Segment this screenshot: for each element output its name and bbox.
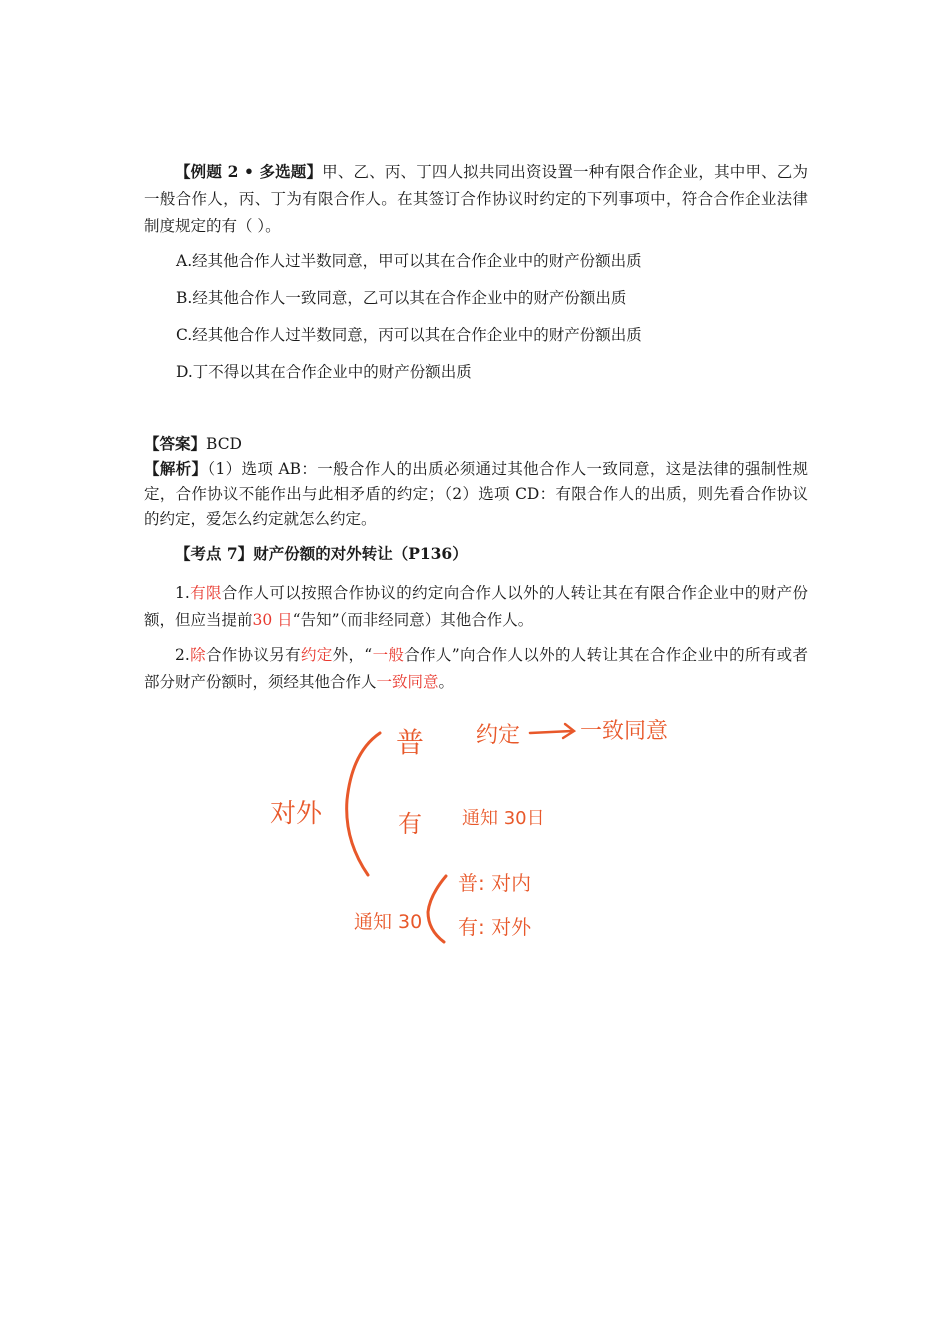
option-c: C.经其他合作人过半数同意，丙可以其在合作企业中的财产份额出质 (176, 326, 642, 344)
point-1-red-1: 有限 (189, 584, 222, 602)
point-2-red-1: 除 (189, 646, 206, 664)
point-2-text-1: 合作协议另有 (205, 646, 301, 664)
section-heading-text: 财产份额的对外转让（P136） (253, 544, 468, 563)
option-a: A.经其他合作人过半数同意，甲可以其在合作企业中的财产份额出质 (176, 252, 642, 270)
hw-branch-mid-rule: 通知 30日 (462, 808, 545, 829)
hw-branch-top-result: 一致同意 (580, 719, 669, 744)
large-brace-icon (347, 733, 380, 875)
question-text: 甲、乙、丙、丁四人拟共同出资设置一种有限合作企业，其中甲、乙为一般合作人，丙、丁为有限合作人。在其签订合作协议时约定的下列事项中，符合合作企业法律制度规定的有（ ）。 (144, 163, 808, 235)
hw-branch-top-rule: 约定 (476, 723, 521, 748)
point-1-text-1: 合作人可以按照合作协议的约定向合作人以外的人转让其在有限合作企业中的财产份额，但应当提前 (144, 584, 808, 629)
arrow-line-icon (530, 731, 572, 733)
point-1-text-2: “告知”（而非经同意）其他合作人。 (292, 611, 534, 629)
point-2-red-3: 一般 (372, 646, 405, 664)
hw-sub-bottom: 有: 对外 (458, 915, 532, 939)
point-2-red-2: 约定 (300, 646, 333, 664)
hw-branch-top: 普 (396, 726, 425, 759)
section-heading-bracket: 【考点 7】 (175, 544, 254, 563)
option-b: B.经其他合作人一致同意，乙可以其在合作企业中的财产份额出质 (176, 289, 627, 307)
point-1-red-2: 30 日 (252, 611, 293, 629)
hw-branch-low: 通知 30 (354, 911, 423, 933)
analysis-text: （1）选项 AB：一般合作人的出质必须通过其他合作人一致同意，这是法律的强制性规定，合作协议不能作出与此相矛盾的约定；（2）选项 CD：有限合作人的出质，则先看合作协议的约定，爱怎么约定就怎么约定。 (144, 460, 808, 528)
point-1-num: 1. (175, 584, 190, 602)
point-2-text-4: 。 (438, 673, 455, 691)
point-2-red-4: 一致同意 (376, 673, 439, 691)
hw-root: 对外 (270, 799, 323, 829)
option-d: D.丁不得以其在合作企业中的财产份额出质 (176, 363, 472, 381)
point-2-num: 2. (175, 646, 190, 664)
point-2-text-2: 外，“ (332, 646, 373, 664)
point-2-text-3: 合作人”向合作人以外的人转让其在合作企业中的所有或者部分财产份额时，须经其他合作人 (144, 646, 808, 691)
analysis-label: 【解析】 (144, 459, 208, 478)
question-tag: 【例题 2 • 多选题】 (175, 162, 323, 181)
hw-sub-top: 普: 对内 (458, 871, 532, 895)
small-brace-icon (428, 876, 446, 942)
answer-value: BCD (206, 435, 242, 453)
hw-branch-mid: 有 (398, 810, 422, 838)
answer-label: 【答案】 (144, 434, 207, 453)
